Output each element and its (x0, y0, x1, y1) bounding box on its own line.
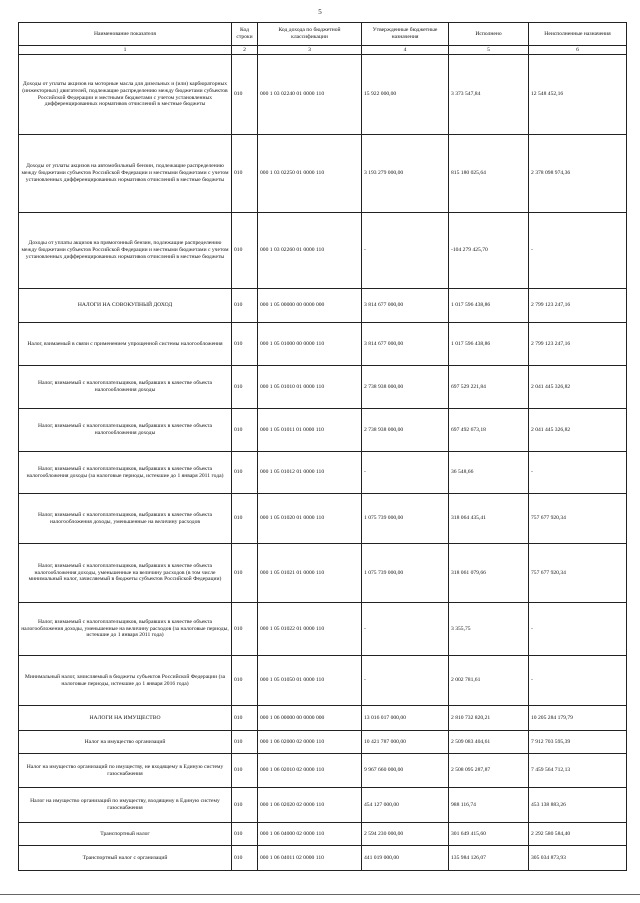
header-approved-appropriations: Утвержденные бюджетные назначения (362, 23, 449, 46)
row-classification-code: 000 1 05 01021 01 0000 110 (258, 544, 362, 603)
table-row (19, 409, 627, 452)
table-row (19, 823, 627, 846)
row-classification-code: 000 1 05 01000 00 0000 110 (258, 323, 362, 366)
row-approved-value: 15 922 000,00 (362, 55, 449, 135)
row-line-code: 010 (232, 494, 258, 544)
row-executed-value: 318 061 079,66 (449, 544, 529, 603)
row-line-code: 010 (232, 135, 258, 213)
table-row (19, 289, 627, 323)
budget-execution-table (18, 22, 627, 871)
row-executed-value: 988 116,74 (449, 788, 529, 823)
row-approved-value: 13 016 017 000,00 (362, 706, 449, 731)
row-line-code: 010 (232, 289, 258, 323)
row-executed-value: 2 508 095 287,87 (449, 754, 529, 788)
table-row (19, 135, 627, 213)
row-unexecuted-value: - (529, 213, 627, 289)
column-number: 2 (232, 46, 258, 55)
row-executed-value: 3 355,75 (449, 603, 529, 656)
row-indicator-name: Налог, взимаемый с налогоплательщиков, выбравших в качестве объекта налогообложения доходы, уменьшенные на величину расходов (в том числе минимальный налог, зачисляемый в бюджеты субъектов Российской Федерации) (19, 544, 232, 603)
row-classification-code: 000 1 05 01011 01 0000 110 (258, 409, 362, 452)
table-row (19, 731, 627, 754)
row-indicator-name: Налог, взимаемый с налогоплательщиков, выбравших в качестве объекта налогообложения доходы (за налоговые периоды, истекшие до 1 января 2011 года) (19, 452, 232, 494)
row-line-code: 010 (232, 323, 258, 366)
row-indicator-name: Транспортный налог (19, 823, 232, 846)
row-executed-value: -104 279 425,70 (449, 213, 529, 289)
row-indicator-name: Доходы от уплаты акцизов на моторные масла для дизельных и (или) карбюраторных (инжекторных) двигателей, подлежащие распределению между бюджетами субъектов Российской Федерации и местными бюджетами с учетом установленных дифференцированных нормативов отчислений в местные бюджеты (19, 55, 232, 135)
row-classification-code: 000 1 05 00000 00 0000 000 (258, 289, 362, 323)
row-unexecuted-value: 2 799 123 247,16 (529, 289, 627, 323)
table-row (19, 754, 627, 788)
row-line-code: 010 (232, 754, 258, 788)
row-approved-value: 454 127 000,00 (362, 788, 449, 823)
row-executed-value: 1 017 596 438,86 (449, 289, 529, 323)
row-indicator-name: Налог на имущество организаций (19, 731, 232, 754)
row-approved-value: 3 814 677 000,00 (362, 289, 449, 323)
column-number: 1 (19, 46, 232, 55)
row-indicator-name: Транспортный налог с организаций (19, 846, 232, 871)
row-indicator-name: Налог, взимаемый в связи с применением упрощенной системы налогообложения (19, 323, 232, 366)
row-unexecuted-value: - (529, 656, 627, 706)
row-line-code: 010 (232, 366, 258, 409)
row-unexecuted-value: 305 034 873,93 (529, 846, 627, 871)
row-classification-code: 000 1 05 01050 01 0000 110 (258, 656, 362, 706)
row-approved-value: 1 075 739 000,00 (362, 544, 449, 603)
row-executed-value: 1 017 596 438,86 (449, 323, 529, 366)
row-unexecuted-value: 757 677 920,34 (529, 494, 627, 544)
row-unexecuted-value: 10 205 284 179,79 (529, 706, 627, 731)
row-approved-value: 2 738 938 000,00 (362, 409, 449, 452)
row-approved-value: - (362, 656, 449, 706)
table-row (19, 213, 627, 289)
table-row (19, 55, 627, 135)
row-approved-value: 10 421 787 000,00 (362, 731, 449, 754)
row-line-code: 010 (232, 656, 258, 706)
row-line-code: 010 (232, 409, 258, 452)
row-classification-code: 000 1 05 01020 01 0000 110 (258, 494, 362, 544)
header-executed: Исполнено (449, 23, 529, 46)
table-row (19, 494, 627, 544)
row-indicator-name: Минимальный налог, зачисляемый в бюджеты субъектов Российской Федерации (за налоговые периоды, истекшие до 1 января 2016 года) (19, 656, 232, 706)
page-bottom-rule (0, 894, 640, 895)
row-unexecuted-value: 2 292 580 584,40 (529, 823, 627, 846)
row-indicator-name: Налог на имущество организаций по имуществу, не входящему в Единую систему газоснабжения (19, 754, 232, 788)
row-classification-code: 000 1 06 04011 02 0000 110 (258, 846, 362, 871)
row-approved-value: 2 594 230 000,00 (362, 823, 449, 846)
row-indicator-name: Налог на имущество организаций по имуществу, входящему в Единую систему газоснабжения (19, 788, 232, 823)
table-row (19, 706, 627, 731)
column-number-row (19, 46, 627, 55)
row-executed-value: 135 984 126,07 (449, 846, 529, 871)
row-unexecuted-value: 7 912 703 595,39 (529, 731, 627, 754)
row-unexecuted-value: - (529, 603, 627, 656)
row-indicator-name: Налог, взимаемый с налогоплательщиков, выбравших в качестве объекта налогообложения доходы, уменьшенные на величину расходов (за налоговые периоды, истекшие до 1 января 2011 года) (19, 603, 232, 656)
row-classification-code: 000 1 05 01010 01 0000 110 (258, 366, 362, 409)
row-classification-code: 000 1 06 04000 02 0000 110 (258, 823, 362, 846)
row-executed-value: 318 064 435,41 (449, 494, 529, 544)
row-line-code: 010 (232, 706, 258, 731)
table-header-row (19, 23, 627, 46)
row-unexecuted-value: 2 041 445 326,82 (529, 409, 627, 452)
column-number: 3 (258, 46, 362, 55)
header-line-code: Код строки (232, 23, 258, 46)
row-approved-value: 9 967 660 000,00 (362, 754, 449, 788)
row-classification-code: 000 1 03 02240 01 0000 110 (258, 55, 362, 135)
row-unexecuted-value: 757 677 920,34 (529, 544, 627, 603)
row-unexecuted-value: - (529, 452, 627, 494)
table-row (19, 788, 627, 823)
row-classification-code: 000 1 05 01012 01 0000 110 (258, 452, 362, 494)
row-indicator-name: Налог, взимаемый с налогоплательщиков, выбравших в качестве объекта налогообложения доходы (19, 409, 232, 452)
row-executed-value: 697 529 221,84 (449, 366, 529, 409)
header-unexecuted-appropriations: Неисполненные назначения (529, 23, 627, 46)
row-approved-value: 3 814 677 000,00 (362, 323, 449, 366)
row-unexecuted-value: 2 799 123 247,16 (529, 323, 627, 366)
row-approved-value: 1 075 739 000,00 (362, 494, 449, 544)
row-indicator-name: Доходы от уплаты акцизов на автомобильный бензин, подлежащие распределению между бюджетами субъектов Российской Федерации и местными бюджетами с учетом установленных дифференцированных нормативов отчислений в местные бюджеты (19, 135, 232, 213)
row-approved-value: - (362, 603, 449, 656)
row-classification-code: 000 1 06 00000 00 0000 000 (258, 706, 362, 731)
row-approved-value: 441 019 000,00 (362, 846, 449, 871)
row-executed-value: 2 509 083 404,61 (449, 731, 529, 754)
column-number: 5 (449, 46, 529, 55)
row-indicator-name: Налог, взимаемый с налогоплательщиков, выбравших в качестве объекта налогообложения доходы, уменьшенные на величину расходов (19, 494, 232, 544)
row-line-code: 010 (232, 846, 258, 871)
row-indicator-name: Доходы от уплаты акцизов на прямогонный бензин, подлежащие распределению между бюджетами субъектов Российской Федерации и местными бюджетами с учетом установленных дифференцированных нормативов отчислений в местные бюджеты (19, 213, 232, 289)
row-unexecuted-value: 2 041 445 326,82 (529, 366, 627, 409)
row-approved-value: - (362, 452, 449, 494)
row-unexecuted-value: 7 459 564 712,13 (529, 754, 627, 788)
row-classification-code: 000 1 06 02010 02 0000 110 (258, 754, 362, 788)
header-indicator-name: Наименование показателя (19, 23, 232, 46)
row-indicator-name: Налог, взимаемый с налогоплательщиков, выбравших в качестве объекта налогообложения доходы (19, 366, 232, 409)
row-executed-value: 3 373 547,84 (449, 55, 529, 135)
row-classification-code: 000 1 06 02020 02 0000 110 (258, 788, 362, 823)
row-classification-code: 000 1 03 02260 01 0000 110 (258, 213, 362, 289)
row-line-code: 010 (232, 603, 258, 656)
table-row (19, 452, 627, 494)
row-approved-value: - (362, 213, 449, 289)
row-line-code: 010 (232, 544, 258, 603)
row-executed-value: 815 180 025,64 (449, 135, 529, 213)
table-row (19, 656, 627, 706)
row-line-code: 010 (232, 823, 258, 846)
row-line-code: 010 (232, 731, 258, 754)
column-number: 6 (529, 46, 627, 55)
page-number: 5 (318, 8, 322, 16)
row-unexecuted-value: 12 548 452,16 (529, 55, 627, 135)
row-executed-value: 2 002 781,61 (449, 656, 529, 706)
row-classification-code: 000 1 06 02000 02 0000 110 (258, 731, 362, 754)
row-classification-code: 000 1 05 01022 01 0000 110 (258, 603, 362, 656)
row-indicator-name: НАЛОГИ НА ИМУЩЕСТВО (19, 706, 232, 731)
table-row (19, 544, 627, 603)
row-unexecuted-value: 453 138 883,26 (529, 788, 627, 823)
table-row (19, 323, 627, 366)
row-unexecuted-value: 2 378 098 974,36 (529, 135, 627, 213)
table-row (19, 366, 627, 409)
table-row (19, 846, 627, 871)
row-line-code: 010 (232, 213, 258, 289)
row-approved-value: 2 738 938 000,00 (362, 366, 449, 409)
row-executed-value: 697 492 673,18 (449, 409, 529, 452)
row-classification-code: 000 1 03 02250 01 0000 110 (258, 135, 362, 213)
row-executed-value: 2 810 732 820,21 (449, 706, 529, 731)
row-executed-value: 301 649 415,60 (449, 823, 529, 846)
table-row (19, 603, 627, 656)
row-approved-value: 3 193 279 000,00 (362, 135, 449, 213)
header-budget-classification-code: Код дохода по бюджетной классификации (258, 23, 362, 46)
row-line-code: 010 (232, 788, 258, 823)
column-number: 4 (362, 46, 449, 55)
row-line-code: 010 (232, 452, 258, 494)
row-line-code: 010 (232, 55, 258, 135)
row-indicator-name: НАЛОГИ НА СОВОКУПНЫЙ ДОХОД (19, 289, 232, 323)
row-executed-value: 36 548,66 (449, 452, 529, 494)
